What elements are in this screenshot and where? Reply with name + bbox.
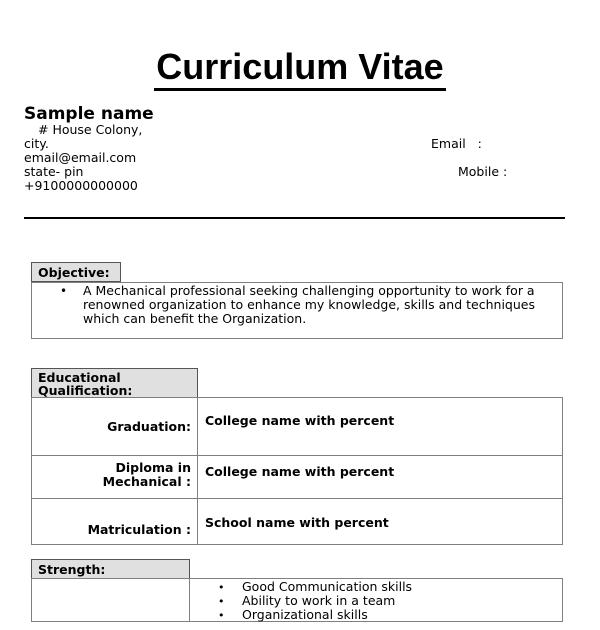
- bullet-icon: •: [218, 595, 225, 608]
- strength-left-cell: [31, 578, 190, 622]
- table-row: [197, 397, 563, 456]
- diploma-label: Diploma in Mechanical :: [102, 460, 191, 489]
- strength-item-1: Good Communication skills: [242, 579, 413, 594]
- table-row: [31, 397, 198, 456]
- strength-list: [189, 578, 563, 622]
- document-title: Curriculum Vitae: [0, 46, 600, 88]
- table-row: [197, 498, 563, 545]
- matriculation-label: Matriculation :: [87, 522, 191, 537]
- objective-bullet: •: [60, 284, 68, 298]
- address-line-1: # House Colony,: [38, 122, 143, 137]
- education-table: [31, 397, 563, 545]
- header-divider: [24, 217, 565, 219]
- bullet-icon: •: [218, 609, 225, 622]
- diploma-value: College name with percent: [205, 464, 395, 479]
- list-item: [218, 579, 413, 595]
- strength-item-3: Organizational skills: [242, 607, 368, 622]
- strength-item-2: Ability to work in a team: [242, 593, 396, 608]
- graduation-value: College name with percent: [205, 413, 395, 428]
- table-row: [197, 455, 563, 499]
- email-address: email@email.com: [24, 150, 137, 165]
- phone-number: +9100000000000: [24, 178, 138, 193]
- graduation-label: Graduation:: [107, 419, 191, 434]
- objective-text: A Mechanical professional seeking challenging opportunity to work for a renowned organization to enhance my knowledge, skills and techniques which can benefit the Organization.: [83, 283, 535, 326]
- strength-heading: Strength:: [31, 559, 190, 579]
- table-row: [31, 455, 198, 499]
- list-item: [218, 607, 368, 623]
- objective-heading: Objective:: [31, 262, 121, 282]
- address-line-2: city.: [24, 136, 49, 151]
- email-label: Email :: [431, 136, 482, 151]
- bullet-icon: •: [218, 581, 225, 594]
- mobile-label: Mobile :: [458, 164, 508, 179]
- education-heading: Educational Qualification:: [31, 368, 198, 398]
- list-item: [218, 593, 396, 609]
- candidate-name: Sample name: [24, 104, 154, 124]
- address-line-3: state- pin: [24, 164, 84, 179]
- matriculation-value: School name with percent: [205, 515, 389, 530]
- table-row: [31, 498, 198, 545]
